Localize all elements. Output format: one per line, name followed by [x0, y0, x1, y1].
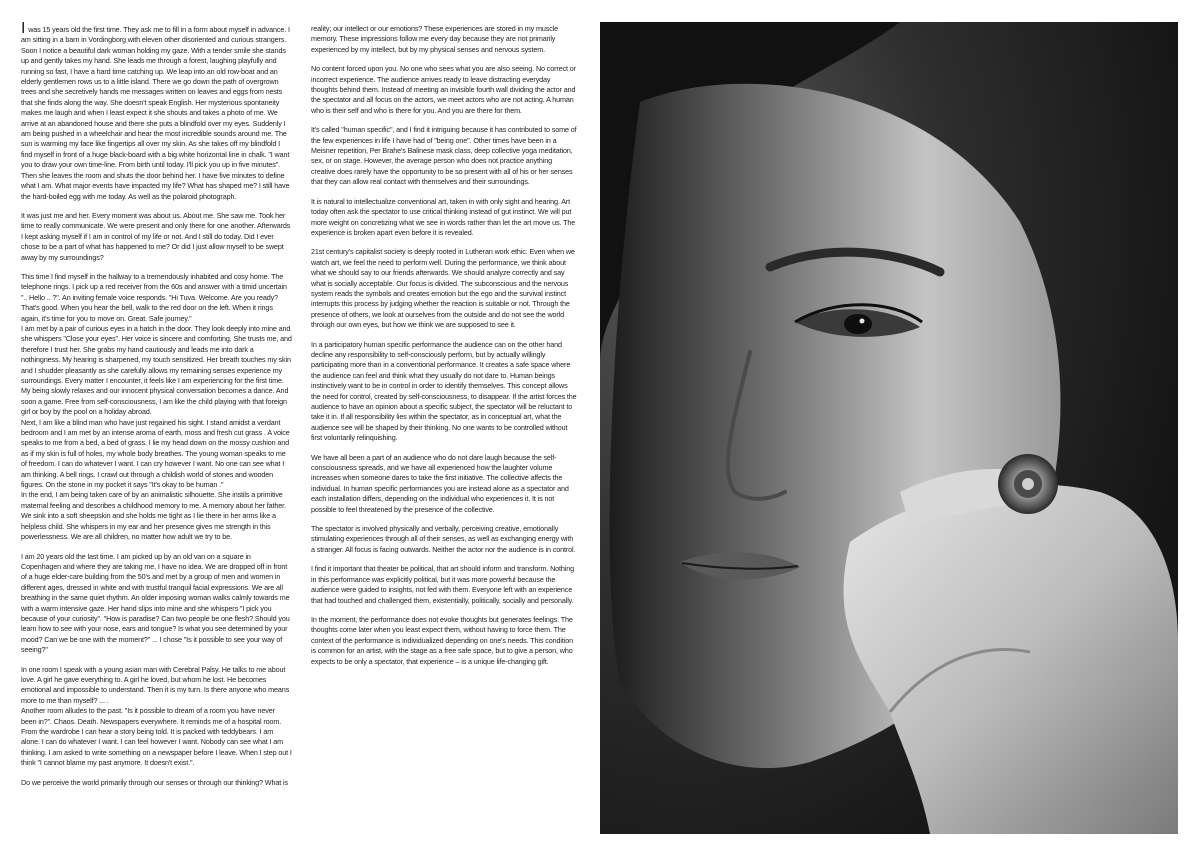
- article-paragraph: I find it important that theater be political, that art should inform and transform. Nothing in this performance was explicitly political, but it was more powerful because the audience were guided to insights, not fed with them. Everyone left with an experience that had touched and challenged them, existentially, politically, socially and personally.: [311, 564, 575, 605]
- ring-stone: [1022, 478, 1034, 490]
- eye-iris: [844, 314, 872, 334]
- portrait-photo: [600, 22, 1178, 834]
- portrait-illustration: [600, 22, 1178, 834]
- eye-highlight: [860, 319, 865, 324]
- article-paragraph: In one room I speak with a young asian man with Cerebral Palsy. He talks to me about love. A girl he gave everything to. A girl he loved, but whom he lost. He becomes emotional and impossible to understand. Then it is my turn. Is there anyone who means more to me than myself? ... . Another room alludes to the past. "Is it possible to dream of a room you have never been in?". Chaos. Death. Newspapers everywhere. It reminds me of a hospital room. From the wardrobe I can hear a story being told. It is packed with teddybears. I am alone. I can do whatever I want. I can feel however I want. Nobody can see what I am thinking. I am asked to write something on a newspaper before I leave. When I step out I think "I cannot blame my past anymore. It doesn't exist.".: [21, 664, 292, 768]
- article-paragraph: reality; our intellect or our emotions? These experiences are stored in my muscle memory. These impressions follow me every day because they are not primarily experienced by my intellect, but by my physical senses and nervous system.: [311, 24, 559, 54]
- article-paragraph: I was 15 years old the first time. They ask me to fill in a form about myself in advance. I am sitting in a barn in Vordingborg with eleven other disoriented and curious strangers. Soon I notice a beautiful dark woman holding my gaze. With a tender smile she stands up and gently takes my hand. She leads me through a forest, laughing playfully and running so fast, I have a hard time catching up. We leap into an old row-boat and an elderly gentlemen rows us to a little island. There we go down the path of overgrown trees and she secretively hands me messages written on leaves and eggs from nests that she finds along the way. She doesn't speak English. Her mysterious spontaneity makes me laugh and when I least expect it she shouts and takes a photo of me. We arrive at an abandoned house and there she puts a blindfold over my eyes. Suddenly I am being pushed in a wheelchair and hear the most incredible sounds around me. The sun is warming my face like fingertips all over my skin. As she takes off my blindfold I find myself in front of a huge black-board with a big white horizontal line in chalk. "I want you to draw your own time-line. From birth until today. I'll pick you up in five minutes". Then she leaves the room and shuts the door behind her. I have five minutes to define what I am. What major events have impacted my life? What has shaped me? I still have the hard-boiled egg with me today. As well as the polaroid photograph.: [21, 20, 290, 201]
- article-paragraph: It is natural to intellectualize conventional art, taken in with only sight and hearing. Art today often ask the spectator to use critical thinking instead of gut instinct. We will put more weight on concretizing what we see in words rather than let the art move us. The experience is broken apart even before it is revealed.: [311, 196, 576, 237]
- article-paragraph: No content forced upon you. No one who sees what you are also seeing. No correct or incorrect experience. The audience arrives ready to leave distracting everyday thoughts behind them. Instead of meeting an invisible fourth wall dividing the actor and the spectator and all focus on the actors, we meet actors who are not acting. A human who is their self and who is there for you. And you are there for them.: [311, 64, 576, 115]
- article-column-middle: [311, 24, 577, 676]
- article-column-left: [21, 20, 292, 797]
- article-paragraph: It was just me and her. Every moment was about us. About me. She saw me. Took her time to really communicate. We were present and only there for one another. Afterwards I kept asking myself if I am in control of my life or not. And I still do today. Did I ever chose to be a part of what has happened to me? Or did I just allow myself to be swept away by my surroundings?: [21, 210, 291, 262]
- article-paragraph: In the moment, the performance does not evoke thoughts but generates feelings. The thoughts come later when you least expect them, without having to force them. The context of the performance is individualized depending on one's needs. This condition is common for an artist, with the stage as a free safe space, but to give a person, who expects to be only a spectator, that experience – is a unique life-changing gift.: [311, 614, 573, 666]
- article-paragraph: It's called "human specific", and I find it intriguing because it has contributed to some of the few experiences in life I have had of "being one". Other times have been in a Meisner repetition, Per Brahe's Balinese mask class, deep collective yoga meditation, sex, or on stage. However, the average person who does not practice anything creative does rarely have the opportunity to be so present with all of his or her senses that they can allow real contact with themselves and their surroundings.: [311, 125, 577, 187]
- article-paragraph: We have all been a part of an audience who do not dare laugh because the self-consciousness spreads, and we have all experienced how the laughter volume increases when someone dares to take the first initiative. The collective affects the individual. In human specific performances you are instead alone as a spectator and each installation differs, depending on the individual who experiences it. It is not possible to feel threatened by the presence of the collective.: [311, 452, 569, 514]
- drop-cap: I: [21, 20, 26, 37]
- article-paragraph: The spectator is involved physically and verbally, perceiving creative, emotionally stimulating experiences through all of their senses, as well as exchanging energy with a stranger. All focus is facing outwards. Neither the actor nor the audience is in control.: [311, 524, 576, 554]
- article-paragraph: Do we perceive the world primarily through our senses or through our thinking? What is: [21, 777, 288, 787]
- article-paragraph: 21st century's capitalist society is deeply rooted in Lutheran work ethic. Even when we watch art, we feel the need to perform well. During the performance, we think about what we should say to our friends afterwards. We should analyze correctly and say what is socially acceptable. Our focus is divided. The subconscious and the nervous system reads the symbols and creates emotion but the ego and the survival instinct interrupts this process by judging whether the reaction is suitable or not. Through the presence of others, we look at ourselves from the outside and do not see the world through our own eyes, but how we think we are supposed to see it.: [311, 247, 575, 330]
- article-paragraph: This time I find myself in the hallway to a tremendously inhabited and cosy home. The telephone rings. I pick up a red receiver from the 60s and answer with a timid uncertain ".. Hello .. ?". An inviting female voice responds. "Hi Tuva. Welcome. Are you ready? That's good. When you hear the bell, walk to the red door on the left. When it rings again, it's time for you to move on. Great. Safe journey." I am met by a pair of curious eyes in a hatch in the door. They look deeply into mine and she whispers "Close your eyes". Her voice is sincere and comforting. She trusts me, and therefore I trust her. She grabs my hand cautiously and leads me into dark a nothingness. My hearing is sharpened, my touch sensitized. Her breath touches my skin and I shudder pleasantly as she carefully allows my remaining senses experience my surroundings. Every matter I encounter, it feels like I am experiencing for the first time. My being slowly relaxes and our innocent physical conversation becomes a dance. And soon a game. Free from self-consciousness, I am like the child playing with that foreign girl or boy by the pool on a holiday abroad. Next, I am like a blind man who have just regained his sight. I stand amidst a verdant bedroom and I am met by an intense aroma of earth, moss and fresh cut grass . A voice speaks to me from a bed, a bed of grass. I lie my head down on the mossy cushion and as if my skin is full of holes, my whole body breathes. The young woman speaks to me of freedom. I can do whatever I want. I can cry however I want. No one can see what I am thinking. A bell rings. I crawl out through a childish world of stones and wooden figures. On the stone in my pocket it says "It's okay to be human ." In the end, I am being taken care of by an animalistic silhouette. She instils a primitive maternal feeling and describes a childhood memory to me. A memory about her father. We sink into a soft sheepskin and she holds me tight as I lie there in her arms like a helpless child. She whispers in my ear and her presence gives me strength in this powerlessness. We are all children, no matter how adult we try to be.: [21, 271, 292, 542]
- article-paragraph: In a participatory human specific performance the audience can on the other hand decline any responsibility to self-consciously perform, but by actually willingly participating more than in a conventional performance. It creates a safe space where the audience can feel and think what they usually do not dare to. Human beings instinctively want to be in control in order to identify themselves. This concept allows the need for control, created by self-consciousness, to disappear. If the artist forces the audience to have an opinion about a specific subject, the spectator will be reluctant to take it in. If all responsibility lies within the spectator, as in conceptual art, what the audience see will be shaped by their thinking. No one wants to be controlled without first voluntarily relinquishing.: [311, 339, 577, 443]
- article-paragraph: I am 20 years old the last time. I am picked up by an old van on a square in Copenhagen and where they are taking me, I have no idea. We are dropped off in front of a huge elder-care building from the 50's and met by a group of men and women in different ages, dressed in white and with trustful tranquil facial expressions. We are all breathing in the same quiet rhythm. An older imposing woman walks calmly towards me with a warm intensive gaze. Her hand slips into mine and she whispers "I pick you because of your curiosity". "How is paradise? Can two people be one flesh? Should you learn how to see with your nose, ears and tongue? Is what you see determined by your mood? Can we be one with the moment?" ... I chose "Is it possible to see your way of seeing?": [21, 551, 290, 655]
